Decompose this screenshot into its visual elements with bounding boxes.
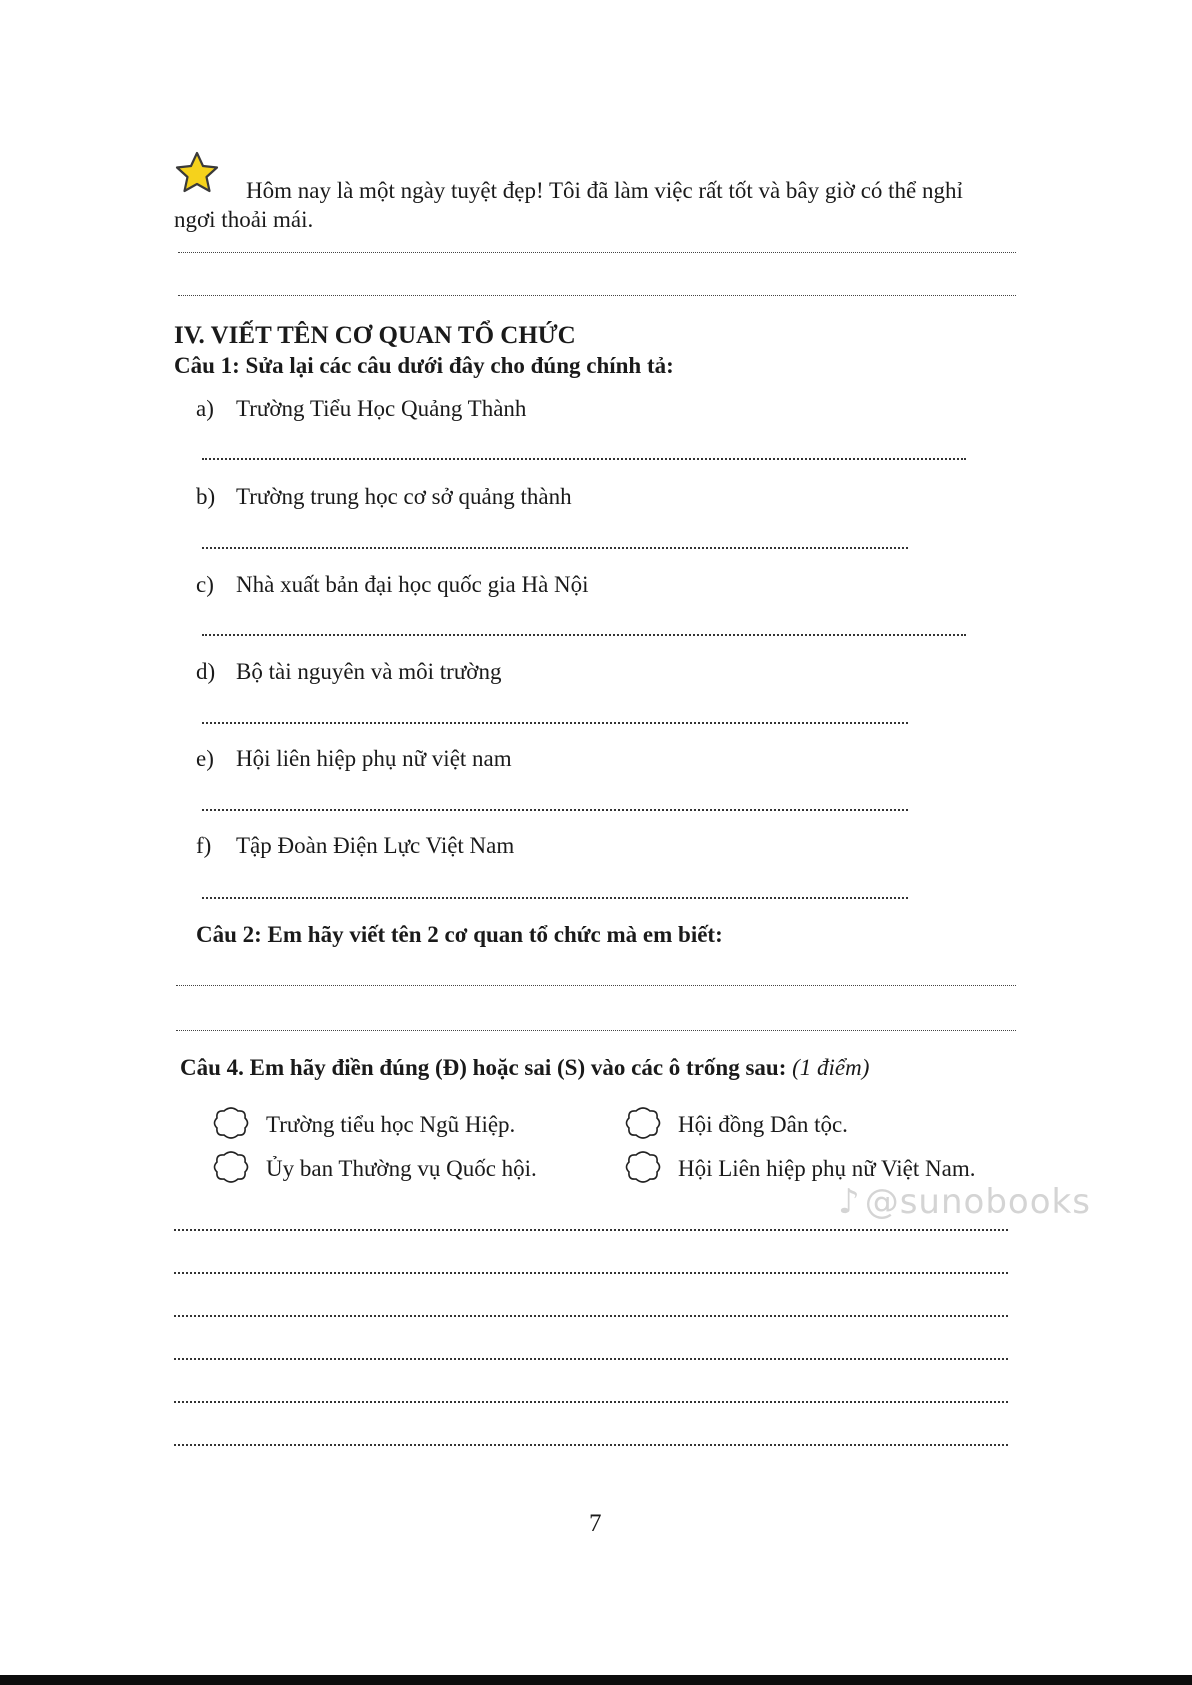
question-4-points: (1 điểm) (792, 1055, 870, 1080)
answer-line[interactable] (176, 985, 1016, 986)
question-1-item-letter: a) (196, 396, 214, 421)
section-heading: IV. VIẾT TÊN CƠ QUAN TỔ CHỨC (174, 322, 576, 349)
option-label: Trường tiểu học Ngũ Hiệp. (266, 1112, 516, 1137)
question-1-item-text: Tập Đoàn Điện Lực Việt Nam (236, 833, 515, 858)
question-1-item-text: Trường trung học cơ sở quảng thành (236, 484, 572, 509)
intro-line-2: ngơi thoải mái. (174, 207, 314, 232)
flower-checkbox[interactable] (624, 1148, 662, 1186)
watermark-text: @sunobooks (864, 1182, 1091, 1222)
option-label: Ủy ban Thường vụ Quốc hội. (266, 1156, 537, 1181)
answer-line[interactable] (202, 634, 966, 636)
question-4-title-row (180, 1055, 869, 1081)
watermark (838, 1182, 1091, 1222)
answer-line[interactable] (174, 1315, 1008, 1317)
answer-line[interactable] (178, 295, 1016, 296)
question-1-item-text: Nhà xuất bản đại học quốc gia Hà Nội (236, 572, 589, 597)
answer-line[interactable] (176, 1030, 1016, 1031)
answer-line[interactable] (202, 809, 908, 811)
question-1-title: Câu 1: Sửa lại các câu dưới đây cho đúng chính tả: (174, 353, 674, 378)
bottom-edge-bar (0, 1675, 1192, 1685)
answer-line[interactable] (174, 1272, 1008, 1274)
answer-line[interactable] (202, 547, 908, 549)
option-label: Hội đồng Dân tộc. (678, 1112, 848, 1137)
question-1-item-letter: d) (196, 659, 216, 684)
flower-checkbox[interactable] (624, 1104, 662, 1142)
answer-line[interactable] (202, 722, 908, 724)
answer-line[interactable] (174, 1358, 1008, 1360)
star-icon (174, 150, 220, 196)
flower-checkbox[interactable] (212, 1104, 250, 1142)
question-4-title: Câu 4. Em hãy điền đúng (Đ) hoặc sai (S) vào các ô trống sau: (180, 1055, 787, 1080)
question-1-item-letter: e) (196, 746, 214, 771)
page-number: 7 (589, 1510, 602, 1537)
answer-line[interactable] (174, 1229, 1008, 1231)
tiktok-icon: ♪ (838, 1182, 861, 1222)
answer-line[interactable] (174, 1444, 1008, 1446)
flower-checkbox[interactable] (212, 1148, 250, 1186)
question-1-item-letter: b) (196, 484, 216, 509)
question-1-item-letter: f) (196, 833, 212, 858)
answer-line[interactable] (178, 252, 1016, 253)
answer-line[interactable] (202, 897, 908, 899)
answer-line[interactable] (202, 458, 966, 460)
question-1-item-text: Hội liên hiệp phụ nữ việt nam (236, 746, 512, 771)
question-1-item-text: Bộ tài nguyên và môi trường (236, 659, 502, 684)
question-1-item-text: Trường Tiểu Học Quảng Thành (236, 396, 527, 421)
question-2-title: Câu 2: Em hãy viết tên 2 cơ quan tổ chức mà em biết: (196, 922, 723, 947)
question-1-item-letter: c) (196, 572, 214, 597)
option-label: Hội Liên hiệp phụ nữ Việt Nam. (678, 1156, 976, 1181)
intro-line-1: Hôm nay là một ngày tuyệt đẹp! Tôi đã làm việc rất tốt và bây giờ có thể nghỉ (246, 178, 963, 203)
answer-line[interactable] (174, 1401, 1008, 1403)
